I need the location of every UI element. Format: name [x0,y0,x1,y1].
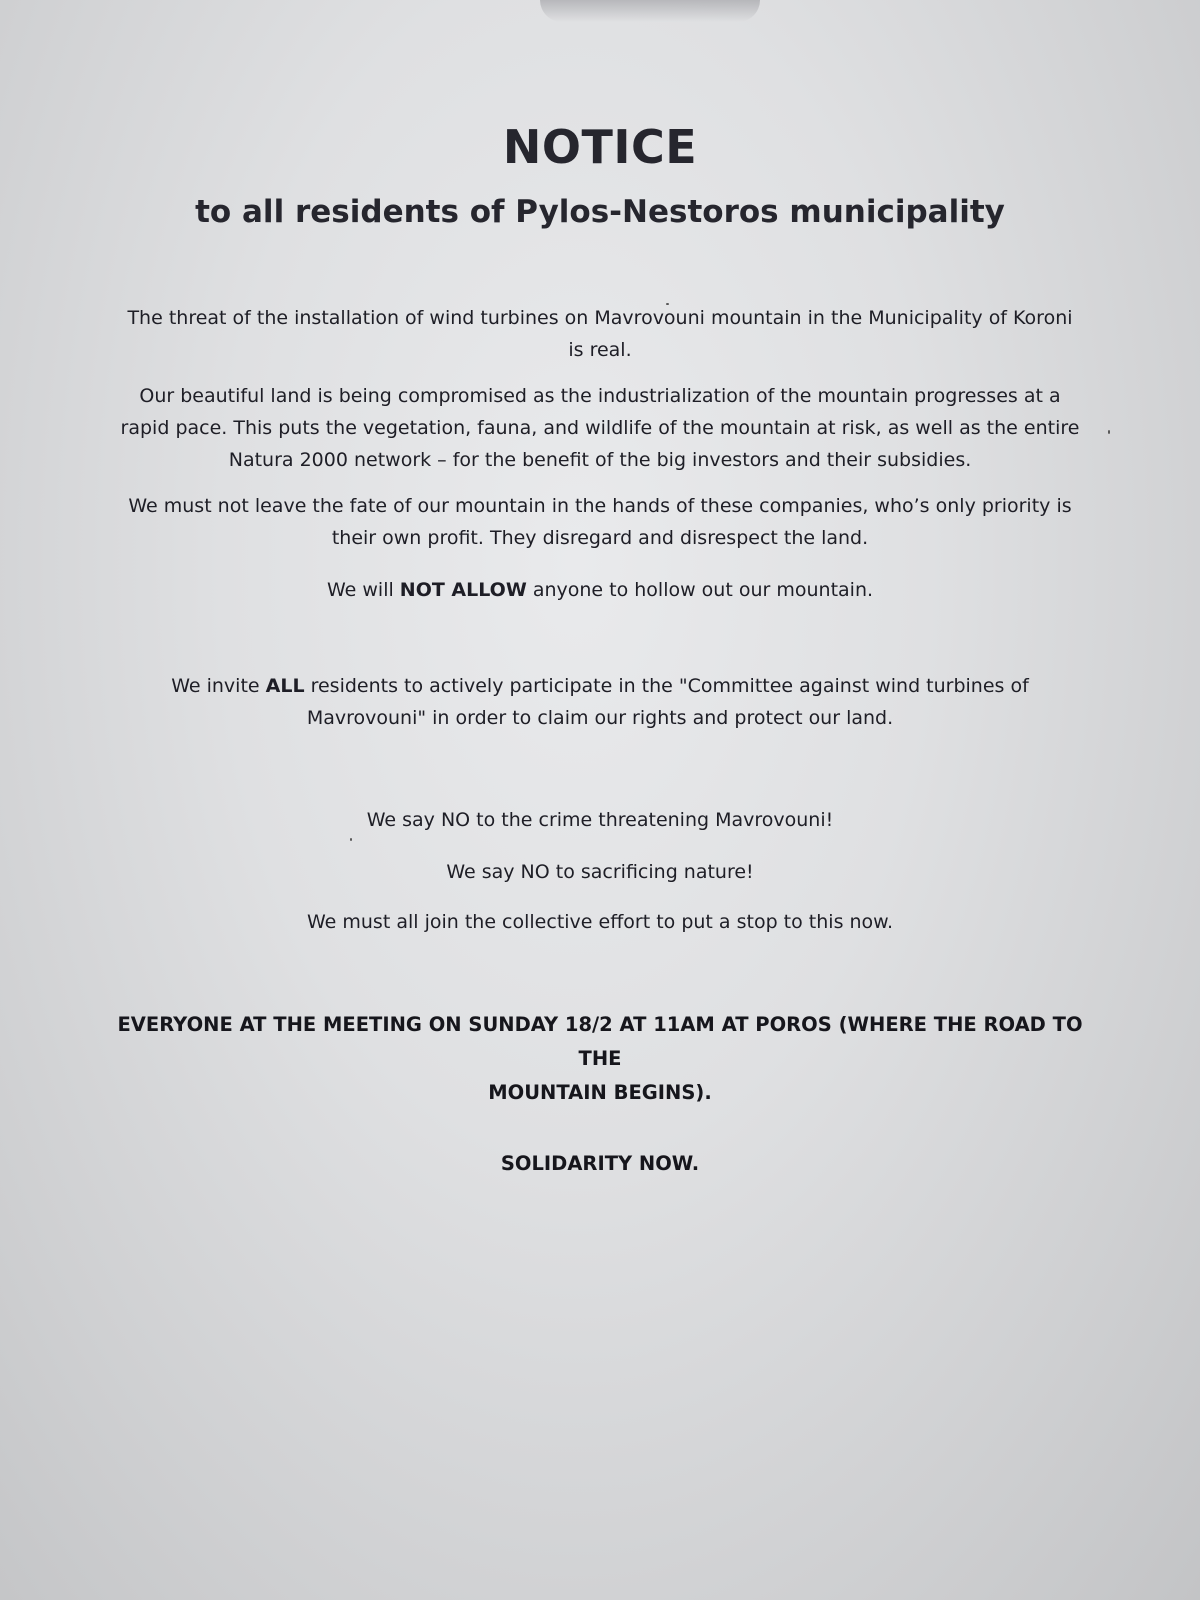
land-line-3: Natura 2000 network – for the benefit of the big investors and their subsidies. [228,449,972,471]
fate-line-2: their own profit. They disregard and disrespect the land. [331,527,869,549]
fate-line-1: We must not leave the fate of our mountain in the hands of these companies, who’s only priority is [128,495,1072,517]
invite-line-1 [100,670,1100,702]
threat-paragraph [100,302,1100,366]
not-allow-pre: We will [326,579,400,601]
notice-title: NOTICE [502,120,698,174]
invite-post: residents to actively participate in the "Committee against wind turbines of [304,675,1029,697]
invite-paragraph [100,670,1100,734]
land-paragraph [100,380,1100,476]
fate-paragraph [100,490,1100,554]
meeting-line-1: EVERYONE AT THE MEETING ON SUNDAY 18/2 AT 11AM AT POROS (WHERE THE ROAD TO THE [117,1013,1083,1070]
invite-pre: We invite [171,675,266,697]
say-no-crime: We say NO to the crime threatening Mavrovouni! [366,809,834,831]
not-allow-paragraph [100,574,1100,606]
land-line-2: rapid pace. This puts the vegetation, fauna, and wildlife of the mountain at risk, as well as the entire [120,417,1080,439]
paper-speck [666,303,669,305]
say-no-nature: We say NO to sacrificing nature! [446,861,754,883]
paper-shadow [540,0,760,22]
not-allow-emphasis: NOT ALLOW [399,579,527,601]
threat-line-2: is real. [568,339,632,361]
invite-line-2: Mavrovouni" in order to claim our rights and protect our land. [306,707,894,729]
threat-line-1: The threat of the installation of wind turbines on Mavrovouni mountain in the Municipality of Koroni [127,307,1073,329]
collective-effort: We must all join the collective effort to put a stop to this now. [306,911,894,933]
meeting-line-2: MOUNTAIN BEGINS). [488,1081,712,1104]
paper-speck [350,838,352,841]
solidarity-slogan: SOLIDARITY NOW. [500,1152,700,1175]
meeting-announcement [95,1008,1105,1110]
land-line-1: Our beautiful land is being compromised as the industrialization of the mountain progresses at a [139,385,1061,407]
invite-emphasis: ALL [265,675,305,697]
not-allow-post: anyone to hollow out our mountain. [526,579,874,601]
notice-subtitle: to all residents of Pylos-Nestoros municipality [195,194,1005,230]
paper-speck [1108,430,1110,434]
